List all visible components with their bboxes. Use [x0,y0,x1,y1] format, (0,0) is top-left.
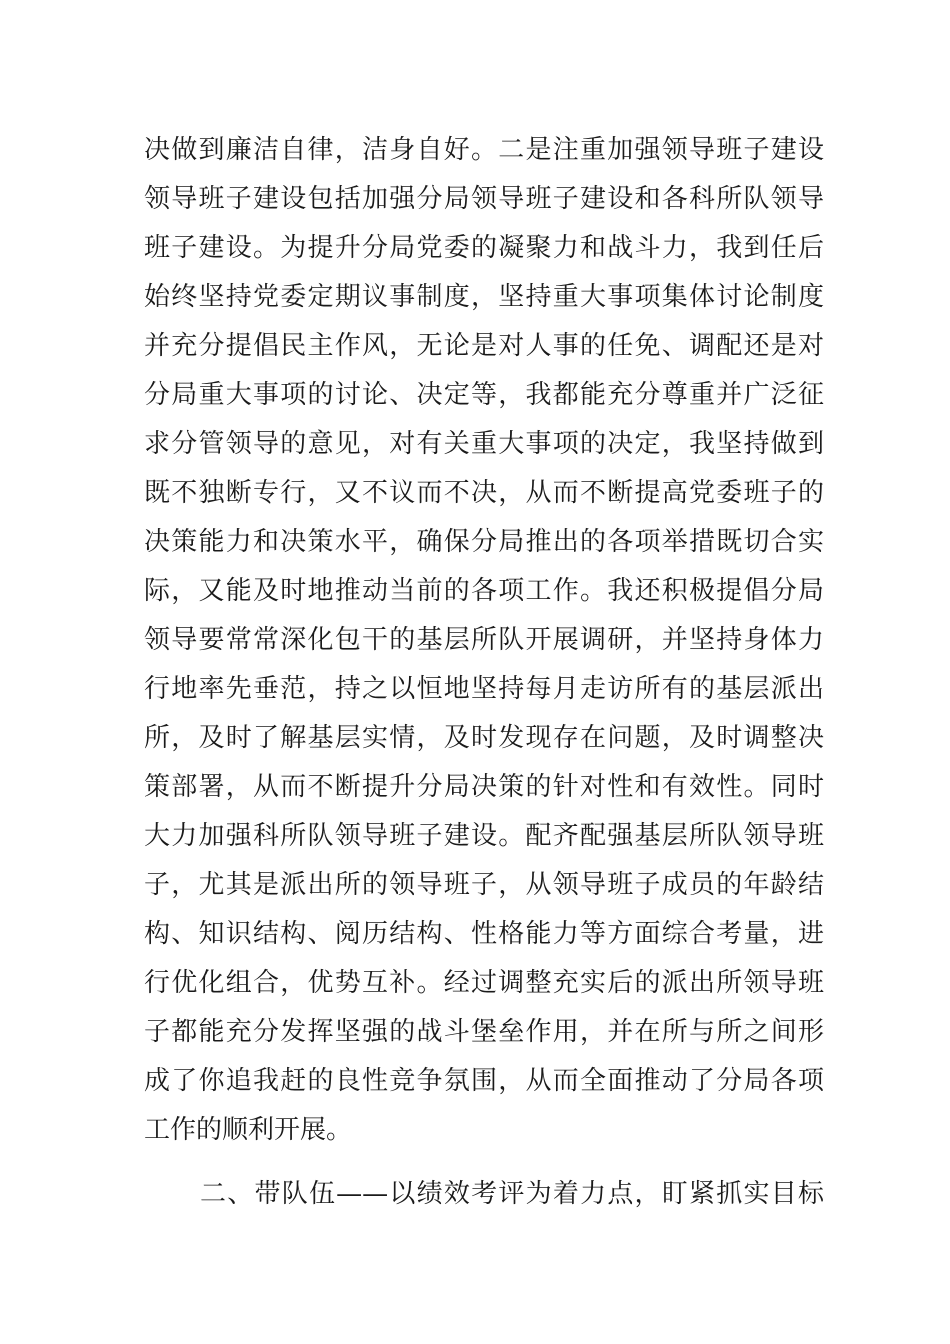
text-line: 所，及时了解基层实情，及时发现存在问题，及时调整决 [144,723,824,753]
text-line: 求分管领导的意见，对有关重大事项的决定，我坚持做到 [144,429,824,459]
text-line: 策部署，从而不断提升分局决策的针对性和有效性。同时 [144,772,824,802]
text-line: 班子建设。为提升分局党委的凝聚力和战斗力，我到任后 [144,233,824,263]
text-line: 并充分提倡民主作风，无论是对人事的任免、调配还是对 [144,331,824,361]
section-heading-line: 二、带队伍——以绩效考评为着力点，盯紧抓实目标 [200,1179,824,1209]
text-line: 领导要常常深化包干的基层所队开展调研，并坚持身体力 [144,625,824,655]
text-line: 成了你追我赶的良性竞争氛围，从而全面推动了分局各项 [144,1066,824,1096]
text-line: 子，尤其是派出所的领导班子，从领导班子成员的年龄结 [144,870,824,900]
text-line: 决做到廉洁自律，洁身自好。二是注重加强领导班子建设 [144,135,824,165]
text-line-paragraph-end: 工作的顺利开展。 [144,1115,353,1145]
text-line: 既不独断专行，又不议而不决，从而不断提高党委班子的 [144,478,824,508]
text-line: 际，又能及时地推动当前的各项工作。我还积极提倡分局 [144,576,824,606]
text-line: 决策能力和决策水平，确保分局推出的各项举措既切合实 [144,527,824,557]
text-line: 行地率先垂范，持之以恒地坚持每月走访所有的基层派出 [144,674,824,704]
text-line: 大力加强科所队领导班子建设。配齐配强基层所队领导班 [144,821,824,851]
text-line: 构、知识结构、阅历结构、性格能力等方面综合考量，进 [144,919,824,949]
text-line: 行优化组合，优势互补。经过调整充实后的派出所领导班 [144,968,824,998]
text-line: 子都能充分发挥坚强的战斗堡垒作用，并在所与所之间形 [144,1017,824,1047]
text-line: 领导班子建设包括加强分局领导班子建设和各科所队领导 [144,184,824,214]
text-line: 分局重大事项的讨论、决定等，我都能充分尊重并广泛征 [144,380,824,410]
text-line: 始终坚持党委定期议事制度，坚持重大事项集体讨论制度 [144,282,824,312]
